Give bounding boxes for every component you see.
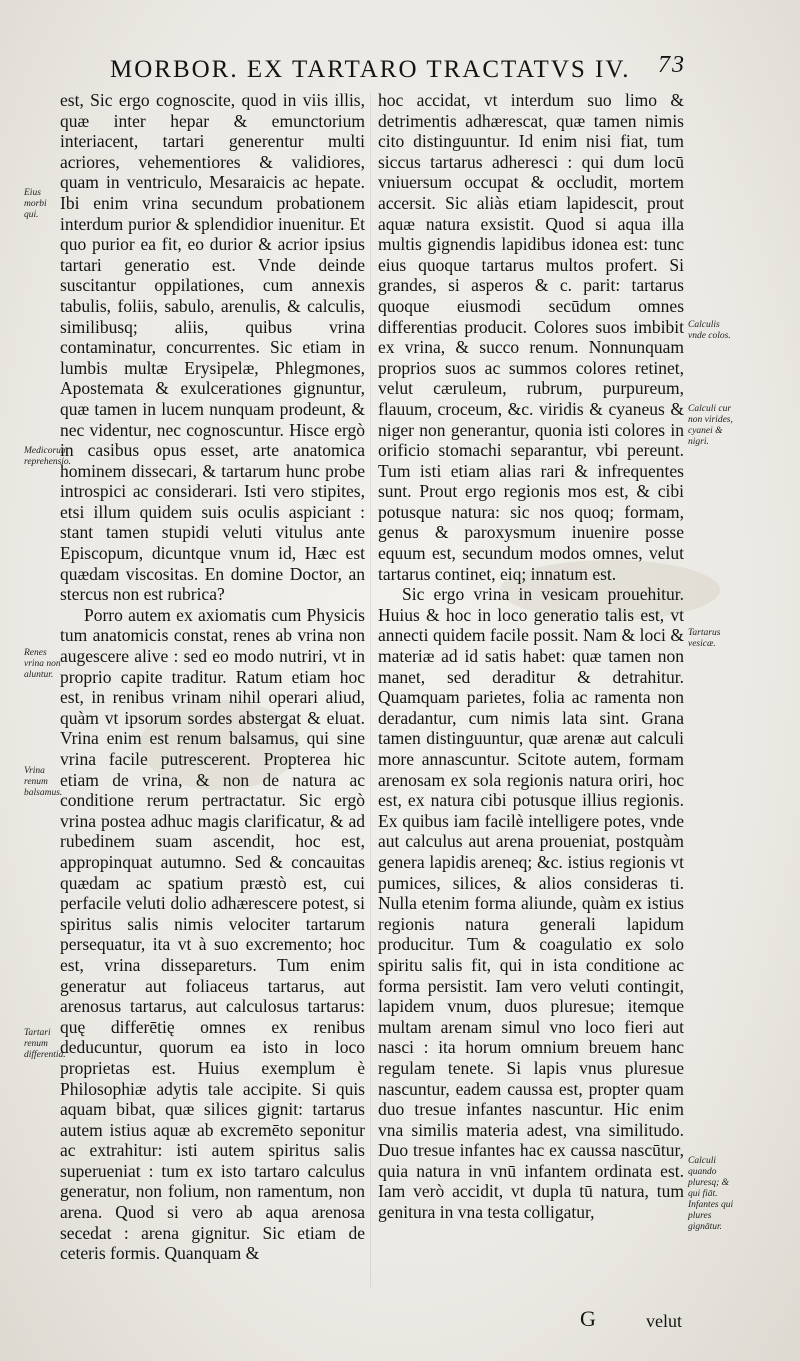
paragraph: hoc accidat, vt interdum suo limo & detrimentis adhærescat, quæ tamen nimis cito distinguuntur. Id enim nisi fiat, tum siccus tartarus adheresci : qui dum locū vniuersum occupat & occludit, mortem accersit. Sic aliàs etiam lapidescit, prout aquæ natura exsistit. Quod si aqua illa multis gignendis lapidibus idonea est: tunc eius quoque tartarus multos profert. Si grandes, si asperos & c. parit: tartarus quoque eiusmodi secūdum omnes differentias producit. Colores suos imbibit ex vrina, & succo renum. Nonnunquam proprios suos ac summos colores retinet, velut cæruleum, rubrum, purpureum, flauum, croceum, &c. viridis & cyaneus & niger non generantur, quonia isti colores in orificio stomachi separantur, vbi pereunt. Tum isti etiam alias rari & infrequentes sunt. Prout ergo regionis mos est, & cibi potusque natura: sic nos quoq; formam, genus & paroxysmum inuenire posse equum est, secundum modos omnes, velut tartarus continet, eiq; innatum est. (378, 90, 684, 584)
paragraph: Sic ergo vrina in vesicam prouehitur. Huius & hoc in loco generatio talis est, vt annecti quidem facile possit. Nam & loci & materiæ ad id satis habet: quæ tamen non manet, sed deraditur & detrahitur. Quamquam parietes, folia ac ramenta non deradantur, cum nimis lata sint. Grana tamen distinguuntur, quæ arenæ aut calculi more annascuntur. Scitote autem, formam arenosam ex sola regionis natura oriri, hoc est, ex natura cibi potusque illius regionis. Ex quibus iam facilè intelligere potes, vnde aut calculus aut arena proueniat, postquàm genera lapidis areneq; &c. istius regionis vt pumices, silices, & alios consideras ti. Nulla etenim forma aliunde, quàm ex istius regionis natura generali lapidum producitur. Tum & coagulatio ex solo spiritu salis fit, qui in ista conditione ac forma persistit. Iam vero veluti contingit, lapidem vnum, duos pluresue; itemque multam arenam simul vno loco fieri aut nasci : ita horum omnium breuem hanc regulam tenete. Si lapis vnus pluresue nascuntur, eadem caussa est, propter quam duo tresue infantes nascuntur. Hic enim vna similis materia adest, vna similitudo. Duo tresue infantes hac ex caussa nascūtur, quia natura in vnū infantem ordinata est. Iam verò accidit, vt dupla tū natura, tum genitura in vna testa colligatur, (378, 584, 684, 1223)
margin-note: Eius morbi qui. (24, 188, 47, 220)
paragraph: Porro autem ex axiomatis cum Physicis tum anatomicis constat, renes ab vrina non augescere alive : sed eo modo nutriri, vt in proprio capite traditur. Ratum etiam hoc est, in renibus vrinam nihil operari aliud, quàm vt ipsorum sordes abstergat & eluat. Vrina enim est renum balsamus, qui sine vrina facile putrescerent. Propterea hic etiam de vrina, & non de natura ac conditione rerum pertractatur. Sic ergò vrina postea adhuc magis clarificatur, & ad rubedinem suam ascendit, hoc est, appropinquat autumno. Sed & concauitas quædam ac spatium præstò est, cui perfacile veluti dolio adhærescere potest, si spiritus salis nimis velociter tartarum persequatur, ita vt à suo excremento; hoc est, vrina dissepareturs. Tum enim generatur aut foliaceus tartarus, aut arenosus tartarus, aut calculosus tartarus: quę differētię omnes ex renibus deducuntur, quorum ea isto in loco proprietas est. Huius exemplum è Philosophiæ adytis tale accipite. Si quis aquam bibat, quæ silices gignit: tartarus autem istius aquæ ab excremēto seponitur ac extrahitur: isti autem spiritus salis superueniat : tum ex isto tartaro calculus generatur, non folium, non ramentum, non arena. Quod si vero ab aqua arenosa secedat : arena gignitur. Sic etiam de ceteris formis. Quanquam & (60, 604, 365, 1264)
margin-note: Tartari renum differentia. (24, 1028, 66, 1060)
right-text-column (378, 90, 684, 1223)
page-number: 73 (658, 52, 686, 78)
running-header (110, 52, 750, 86)
margin-note: Vrina renum balsamus. (24, 766, 63, 798)
margin-note: Medicorum reprehensio. (24, 446, 72, 467)
left-text-column (60, 90, 365, 1264)
margin-note: Renes vrina non aluntur. (24, 648, 61, 680)
signature-mark: G (580, 1306, 596, 1331)
margin-note: Calculi quando pluresq; & qui fiāt. Infantes qui plures gignātur. (688, 1156, 734, 1232)
catchword: velut (646, 1311, 682, 1331)
paragraph: est, Sic ergo cognoscite, quod in viis illis, quæ inter hepar & emunctorium interiacent, tartari generentur multi acriores, vehementiores & validiores, quam in ventriculo, Mesaraicis ac hepate. Ibi enim vrina secundum probationem interdum purior & splendidior inuenitur. Et quo purior ea fit, eo durior & acrior ipsius tartari generatio est. Vnde deinde suscitantur oppilationes, cum annexis tabulis, foliis, sabulo, arenulis, & calculis, similibusq; aliis, quibus vrina contaminatur, concurrentes. Sic etiam in lumbis multæ Erysipelæ, Phlegmones, Apostemata & exulcerationes gignuntur, quæ tamen in lucem nunquam prodeunt, & nec videntur, nec cognoscuntur. Hisce ergò in casibus opus esset, arte anatomica hominem dissecari, & tartarum hunc probe introspici ac considerari. Isti vero stipites, etsi illum quidem suis oculis aspiciant : stant tamen stupidi veluti vitulus ante Episcopum, dicuntque vnum id, Hæc est quædam viscositas. En domine Doctor, an stercus non est rubrica? (60, 90, 365, 605)
margin-note: Tartarus vesicæ. (688, 628, 721, 649)
column-divider (370, 92, 371, 1287)
margin-note: Calculi cur non virides, cyanei & nigri. (688, 404, 733, 447)
running-title: MORBOR. EX TARTARO TRACTATVS IV. (110, 56, 631, 83)
margin-note: Calculis vnde colos. (688, 320, 731, 341)
